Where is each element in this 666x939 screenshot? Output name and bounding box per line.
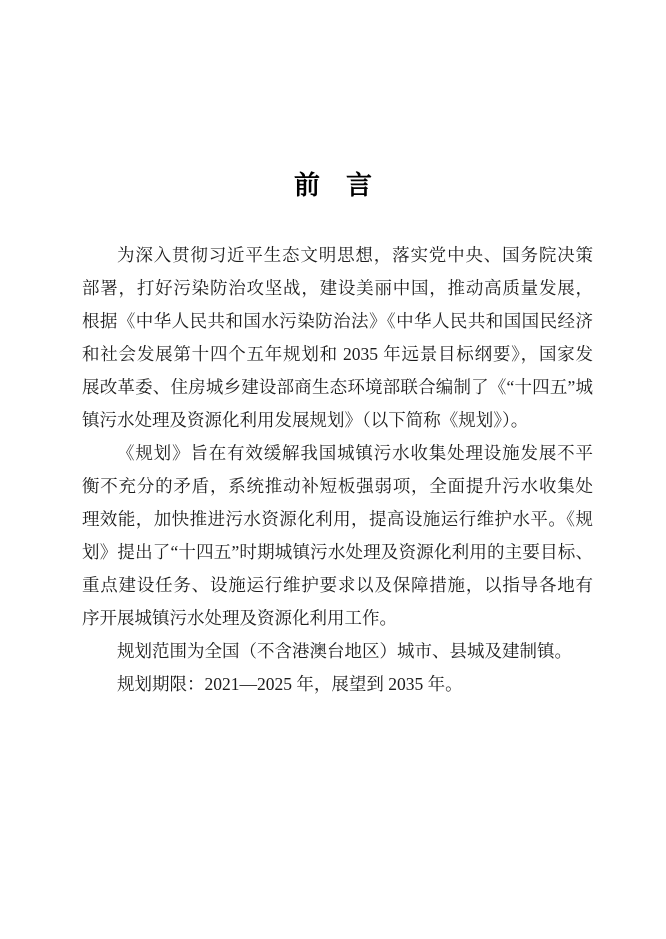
- text-line: 重点建设任务、设施运行维护要求以及保障措施，以指导各地有: [82, 575, 593, 595]
- text-line: 序开展城镇污水处理及资源化利用工作。: [82, 608, 397, 628]
- paragraph-1: [82, 239, 593, 437]
- text-line: 部署，打好污染防治攻坚战，建设美丽中国，推动高质量发展，: [82, 278, 593, 298]
- preface-body: [82, 239, 593, 701]
- text-line: 和社会发展第十四个五年规划和 2035 年远景目标纲要》，国家发: [82, 344, 593, 364]
- text-line: 根据《中华人民共和国水污染防治法》《中华人民共和国国民经济: [82, 311, 593, 331]
- text-line: 规划范围为全国（不含港澳台地区）城市、县城及建制镇。: [117, 641, 572, 661]
- paragraph-3: [82, 635, 593, 668]
- text-line: 展改革委、住房城乡建设部商生态环境部联合编制了《“十四五”城: [82, 377, 593, 397]
- text-line: 规划期限：2021—2025 年，展望到 2035 年。: [117, 674, 463, 694]
- text-line: 衡不充分的矛盾，系统推动补短板强弱项，全面提升污水收集处: [82, 476, 593, 496]
- paragraph-2: [82, 437, 593, 635]
- text-line: 为深入贯彻习近平生态文明思想，落实党中央、国务院决策: [117, 245, 593, 265]
- paragraph-4: [82, 668, 593, 701]
- text-line: 镇污水处理及资源化利用发展规划》（以下简称《规划》）。: [82, 410, 529, 430]
- text-line: 划》提出了“十四五”时期城镇污水处理及资源化利用的主要目标、: [82, 542, 593, 562]
- text-line: 《规划》旨在有效缓解我国城镇污水收集处理设施发展不平: [117, 443, 593, 463]
- text-line: 理效能，加快推进污水资源化利用，提高设施运行维护水平。《规: [82, 509, 593, 529]
- page-title: 前 言: [293, 171, 372, 200]
